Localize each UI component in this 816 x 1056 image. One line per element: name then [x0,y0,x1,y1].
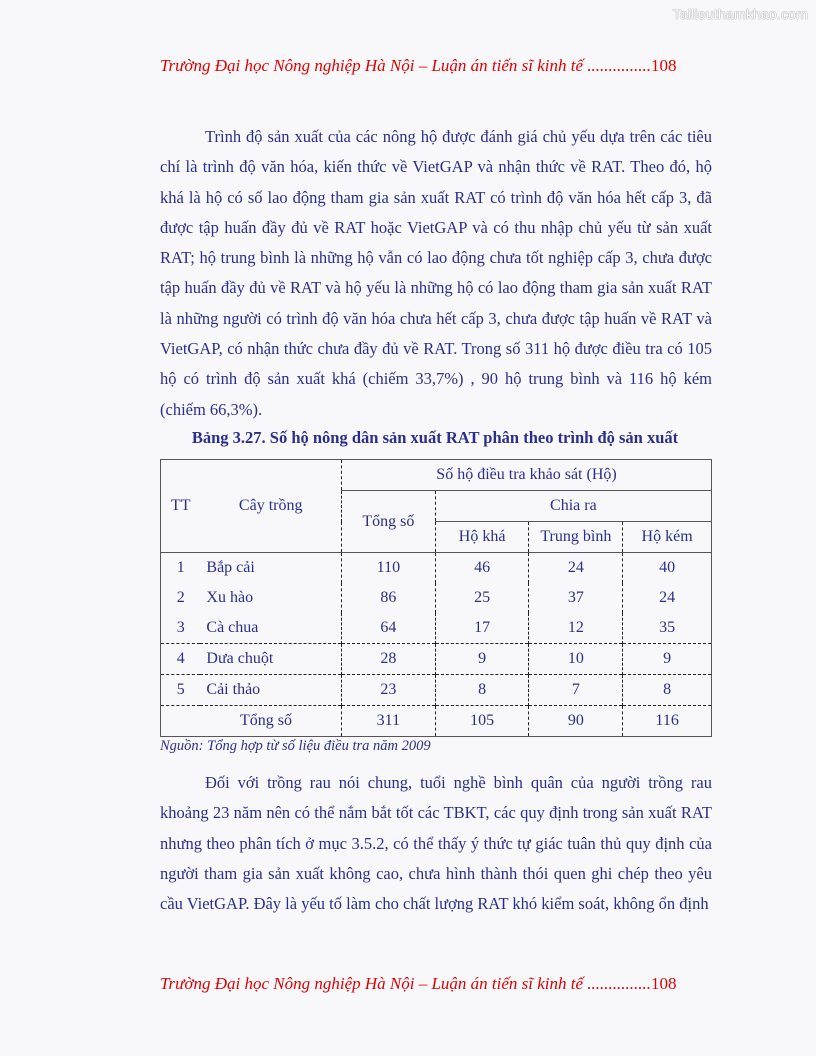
table-row [161,613,712,644]
running-footer-title: Trường Đại học Nông nghiệp Hà Nội – Luận án tiến sĩ kinh tế ............... [160,974,652,993]
page-number: 108 [651,974,677,993]
table-row [161,553,712,584]
cell-medium: 7 [529,675,623,706]
header-row-1 [161,460,712,491]
cell-poor: 9 [623,644,712,675]
cell-good: 17 [435,613,529,644]
cell-total: 28 [342,644,436,675]
cell-medium: 10 [529,644,623,675]
cell-medium: 12 [529,613,623,644]
cell-tt: 3 [176,619,185,636]
header-tt: TT [170,497,191,514]
page-number: 108 [651,56,677,75]
cell-tt: 1 [161,553,201,584]
cell-total: 86 [342,583,436,613]
cell-total: 64 [342,613,436,644]
running-header [160,56,712,76]
header-total: Tổng số [342,491,436,553]
total-poor: 116 [623,706,712,737]
cell-tt: 4 [161,644,201,675]
header-survey-group: Số hộ điều tra khảo sát (Hộ) [342,460,712,491]
cell-good: 25 [435,583,529,613]
running-header-title: Trường Đại học Nông nghiệp Hà Nội – Luận án tiến sĩ kinh tế ............... [160,56,652,75]
cell-crop: Cải thảo [200,675,341,706]
cell-total: 23 [342,675,436,706]
header-poor: Hộ kém [623,522,712,553]
paragraph-production-level: Trình độ sản xuất của các nông hộ được đánh giá chủ yếu dựa trên các tiêu chí là trình độ văn hóa, kiến thức về VietGAP và nhận thức về RAT. Theo đó, hộ khá là hộ có số lao động tham gia sản xuất RAT có trình độ văn hóa hết cấp 3, đã được tập huấn đầy đủ về RAT hoặc VietGAP và có thu nhập chủ yếu từ sản xuất RAT; hộ trung bình là những hộ vẫn có lao động chưa tốt nghiệp cấp 3, chưa được tập huấn đầy đủ về RAT và hộ yếu là những hộ có lao động tham gia sản xuất RAT là những người có trình độ văn hóa chưa hết cấp 3, chưa được tập huấn về RAT và VietGAP, có nhận thức chưa đầy đủ về RAT. Trong số 311 hộ được điều tra có 105 hộ có trình độ sản xuất khá (chiếm 33,7%) , 90 hộ trung bình và 116 hộ kém (chiếm 66,3%). [160,127,712,419]
paragraph-experience: Đối với trồng rau nói chung, tuổi nghề bình quân của người trồng rau khoảng 23 năm nên có thể nắm bắt tốt các TBKT, các quy định trong sản xuất RAT nhưng theo phân tích ở mục 3.5.2, có thể thấy ý thức tự giác tuân thủ quy định của người tham gia sản xuất không cao, chưa hình thành thói quen ghi chép theo yêu cầu VietGAP. Đây là yếu tố làm cho chất lượng RAT khó kiểm soát, không ổn định [160,773,712,914]
header-good: Hộ khá [435,522,529,553]
cell-tt: 2 [176,589,185,606]
cell-crop: Cà chua [206,619,259,636]
total-good: 105 [435,706,529,737]
cell-good: 46 [435,553,529,584]
total-medium: 90 [529,706,623,737]
cell-crop: Bắp cải [200,553,341,584]
running-footer [160,974,712,994]
farm-households-table [160,459,712,737]
table-source-note: Nguồn: Tổng hợp từ số liệu điều tra năm 2009 [160,738,431,754]
total-all: 311 [342,706,436,737]
cell-crop: Dưa chuột [200,644,341,675]
table-row [161,583,712,613]
total-label: Tổng số [161,706,342,737]
table-caption: Bảng 3.27. Số hộ nông dân sản xuất RAT phân theo trình độ sản xuất [191,428,679,447]
cell-total: 110 [342,553,436,584]
cell-medium: 37 [529,583,623,613]
header-split: Chia ra [435,491,711,522]
cell-good: 8 [435,675,529,706]
cell-poor: 24 [623,583,712,613]
cell-poor: 35 [623,613,712,644]
cell-medium: 24 [529,553,623,584]
cell-poor: 40 [623,553,712,584]
cell-tt: 5 [161,675,201,706]
table-row [161,644,712,675]
header-medium: Trung bình [529,522,623,553]
table-row [161,675,712,706]
watermark: Tailieuthamkhao.com [672,6,808,22]
total-row [161,706,712,737]
header-crop: Cây trồng [238,497,303,514]
cell-good: 9 [435,644,529,675]
cell-crop: Xu hào [206,589,254,606]
cell-poor: 8 [623,675,712,706]
